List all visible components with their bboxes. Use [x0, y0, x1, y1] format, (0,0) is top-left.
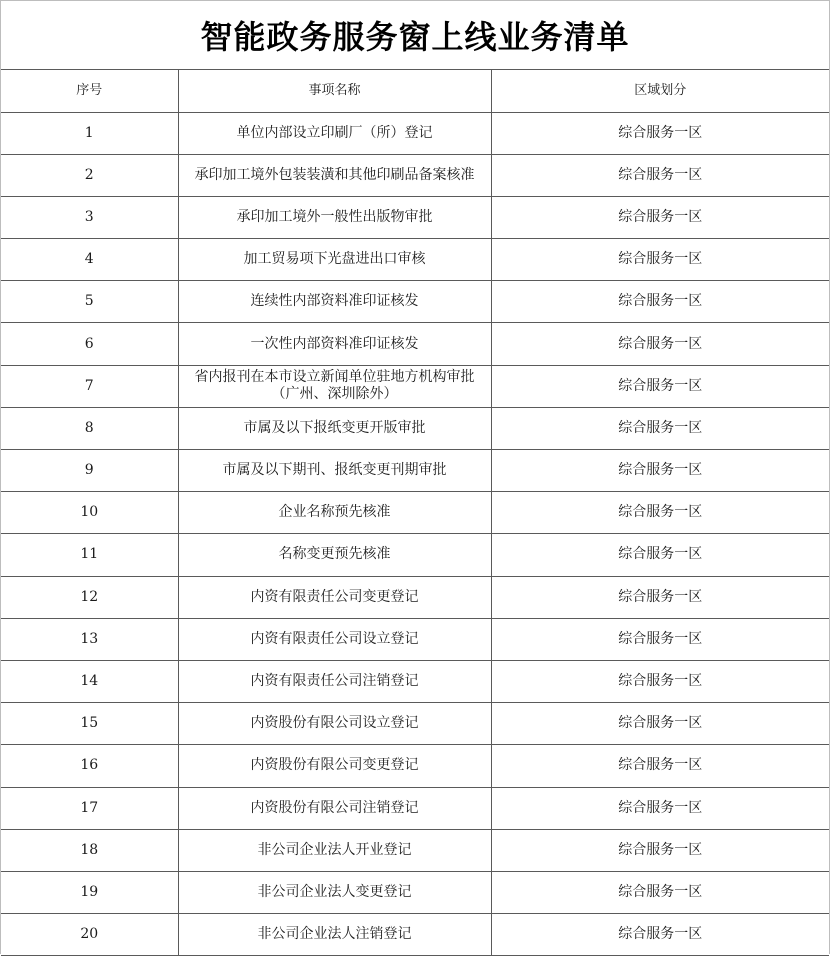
cell-name: 承印加工境外一般性出版物审批 — [178, 196, 491, 238]
cell-zone: 综合服务一区 — [491, 576, 829, 618]
table-row — [1, 829, 829, 871]
table-row — [1, 576, 829, 618]
table-row — [1, 618, 829, 660]
header-name: 事项名称 — [178, 70, 491, 112]
cell-zone: 综合服务一区 — [491, 703, 829, 745]
cell-zone: 综合服务一区 — [491, 534, 829, 576]
cell-zone: 综合服务一区 — [491, 618, 829, 660]
table-row — [1, 534, 829, 576]
table-row — [1, 154, 829, 196]
cell-name: 内资股份有限公司设立登记 — [178, 703, 491, 745]
cell-name: 连续性内部资料准印证核发 — [178, 281, 491, 323]
cell-seq: 2 — [1, 154, 178, 196]
cell-seq: 14 — [1, 660, 178, 702]
cell-zone: 综合服务一区 — [491, 407, 829, 449]
table-row — [1, 323, 829, 365]
cell-name: 内资有限责任公司设立登记 — [178, 618, 491, 660]
cell-zone: 综合服务一区 — [491, 196, 829, 238]
document-title: 智能政务服务窗上线业务清单 — [200, 18, 630, 56]
table-row — [1, 450, 829, 492]
cell-seq: 18 — [1, 829, 178, 871]
cell-seq: 1 — [1, 112, 178, 154]
cell-seq: 12 — [1, 576, 178, 618]
table-row — [1, 787, 829, 829]
cell-seq: 13 — [1, 618, 178, 660]
title-row — [1, 0, 829, 70]
business-list-table — [1, 70, 829, 956]
cell-name: 内资股份有限公司变更登记 — [178, 745, 491, 787]
header-zone: 区域划分 — [491, 70, 829, 112]
table-row — [1, 239, 829, 281]
cell-name: 市属及以下报纸变更开版审批 — [178, 407, 491, 449]
cell-zone: 综合服务一区 — [491, 239, 829, 281]
cell-zone: 综合服务一区 — [491, 914, 829, 956]
cell-seq: 9 — [1, 450, 178, 492]
cell-seq: 11 — [1, 534, 178, 576]
cell-zone: 综合服务一区 — [491, 281, 829, 323]
cell-seq: 17 — [1, 787, 178, 829]
cell-name: 内资股份有限公司注销登记 — [178, 787, 491, 829]
cell-seq: 4 — [1, 239, 178, 281]
cell-seq: 8 — [1, 407, 178, 449]
cell-zone: 综合服务一区 — [491, 154, 829, 196]
cell-zone: 综合服务一区 — [491, 365, 829, 407]
cell-seq: 6 — [1, 323, 178, 365]
cell-zone: 综合服务一区 — [491, 787, 829, 829]
table-row — [1, 703, 829, 745]
table-row — [1, 112, 829, 154]
cell-seq: 3 — [1, 196, 178, 238]
table-row — [1, 914, 829, 956]
cell-name: 企业名称预先核准 — [178, 492, 491, 534]
cell-name: 市属及以下期刊、报纸变更刊期审批 — [178, 450, 491, 492]
cell-seq: 20 — [1, 914, 178, 956]
cell-zone: 综合服务一区 — [491, 112, 829, 154]
table-header-row — [1, 70, 829, 112]
cell-zone: 综合服务一区 — [491, 492, 829, 534]
cell-zone: 综合服务一区 — [491, 660, 829, 702]
cell-zone: 综合服务一区 — [491, 323, 829, 365]
cell-name: 非公司企业法人变更登记 — [178, 871, 491, 913]
cell-seq: 15 — [1, 703, 178, 745]
cell-zone: 综合服务一区 — [491, 871, 829, 913]
cell-seq: 7 — [1, 365, 178, 407]
cell-name: 内资有限责任公司变更登记 — [178, 576, 491, 618]
table-row — [1, 871, 829, 913]
table-row — [1, 365, 829, 407]
cell-seq: 10 — [1, 492, 178, 534]
cell-seq: 16 — [1, 745, 178, 787]
cell-zone: 综合服务一区 — [491, 745, 829, 787]
cell-name: 内资有限责任公司注销登记 — [178, 660, 491, 702]
cell-seq: 5 — [1, 281, 178, 323]
table-row — [1, 196, 829, 238]
cell-seq: 19 — [1, 871, 178, 913]
table-row — [1, 745, 829, 787]
table-row — [1, 281, 829, 323]
table-row — [1, 492, 829, 534]
table-row — [1, 407, 829, 449]
header-seq: 序号 — [1, 70, 178, 112]
cell-name: 名称变更预先核准 — [178, 534, 491, 576]
cell-name: 承印加工境外包装装潢和其他印刷品备案核准 — [178, 154, 491, 196]
cell-zone: 综合服务一区 — [491, 829, 829, 871]
cell-name: 加工贸易项下光盘进出口审核 — [178, 239, 491, 281]
cell-name: 一次性内部资料准印证核发 — [178, 323, 491, 365]
cell-name: 省内报刊在本市设立新闻单位驻地方机构审批（广州、深圳除外） — [178, 365, 491, 407]
cell-zone: 综合服务一区 — [491, 450, 829, 492]
cell-name: 单位内部设立印刷厂（所）登记 — [178, 112, 491, 154]
table-body — [1, 112, 829, 956]
table-row — [1, 660, 829, 702]
cell-name: 非公司企业法人注销登记 — [178, 914, 491, 956]
cell-name: 非公司企业法人开业登记 — [178, 829, 491, 871]
